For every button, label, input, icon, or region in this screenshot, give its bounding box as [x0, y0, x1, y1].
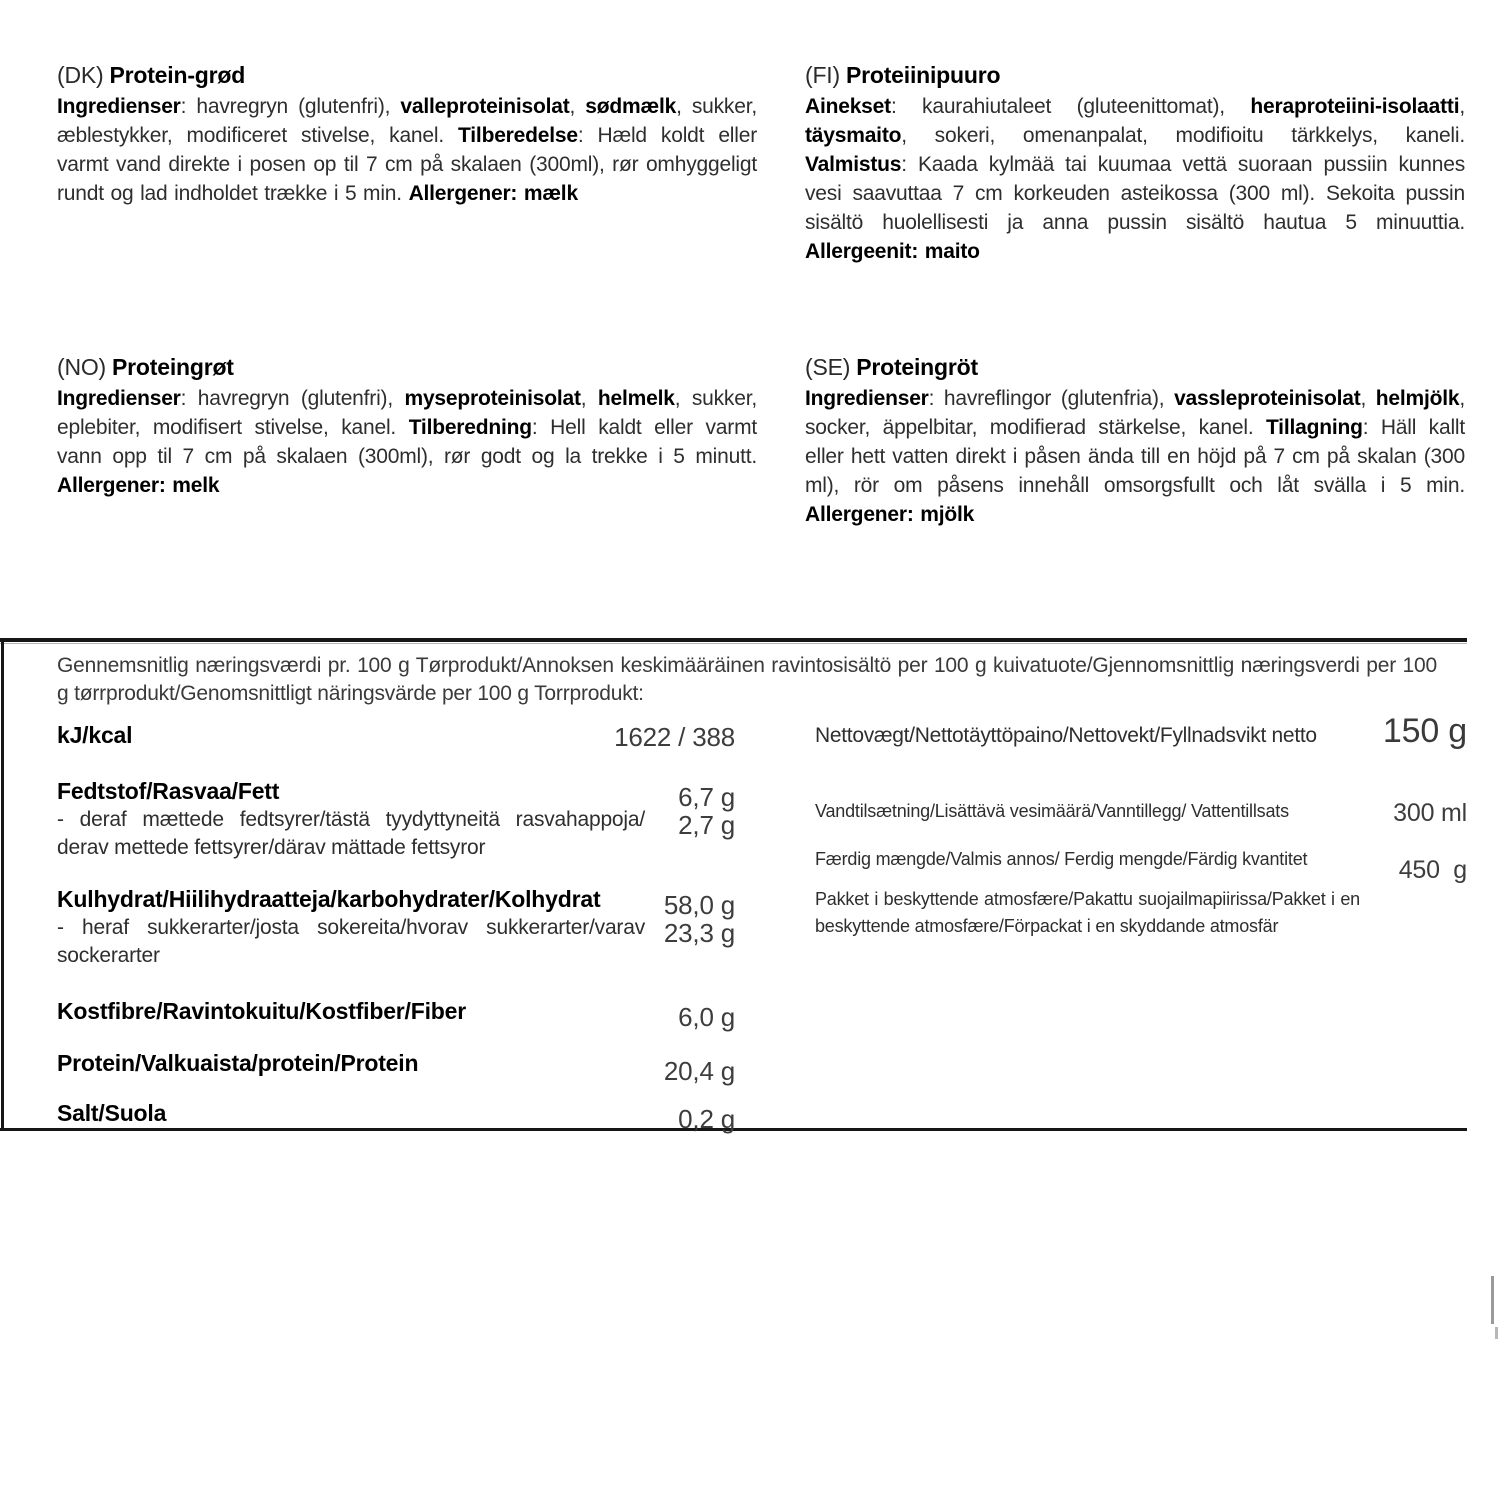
nutrition-label-salt: Salt/Suola	[57, 1100, 167, 1126]
product-block-dk	[57, 60, 757, 208]
lang-code-dk: (DK)	[57, 62, 104, 88]
product-text-no: Ingredienser: havregryn (glutenfri), myseproteinisolat, helmelk, sukker, eplebiter, modifisert stivelse, kanel. Tilberedning: Hell kaldt eller varmt vann opp til 7 cm på skalaen (300ml), rør godt og la trekke i 5 minutt. Allergener: melk	[57, 387, 757, 497]
nutrition-label-carbohydrate: Kulhydrat/Hiilihydraatteja/karbohydrater/Kolhydrat	[57, 886, 601, 912]
product-name-no: Proteingrøt	[112, 354, 234, 380]
nutrition-header: Gennemsnitlig næringsværdi pr. 100 g Tørprodukt/Annoksen keskimääräinen ravintosisältö per 100 g kuivatuote/Gjennomsnittlig næringsverdi per 100 g tørrprodukt/Genomsnittligt näringsvärde per 100 g Torrprodukt:	[57, 654, 1437, 705]
lang-code-se: (SE)	[805, 354, 851, 380]
product-name-fi: Proteiinipuuro	[845, 62, 1001, 88]
nutrition-label-energy: kJ/kcal	[57, 722, 133, 748]
package-label-water-addition: Vandtilsætning/Lisättävä vesimäärä/Vanntillegg/ Vattentillsats	[815, 801, 1289, 821]
nutrition-sublabel-saturated-fat: - deraf mættede fedtsyrer/tästä tyydyttyneitä rasvahappoja/ derav mettede fettsyrer/därav mättade fettsyror	[57, 808, 645, 859]
package-value-finished-quantity: 450 g	[1398, 856, 1467, 884]
nutrition-value-saturated-fat: 2,7 g	[678, 810, 735, 840]
nutrition-value-fat: 6,7 g	[678, 782, 735, 812]
lang-code-fi: (FI)	[805, 62, 840, 88]
product-text-se: Ingredienser: havreflingor (glutenfria), vassleproteinisolat, helmjölk, socker, äppelbitar, modifierad stärkelse, kanel. Tillagning: Häll kallt eller hett vatten direkt i påsen ända till en höjd på 7 cm på skalan (300 ml), rör om påsens innehåll omsorgsfullt och låt svälla i 5 min. Allergener: mjölk	[805, 387, 1466, 526]
product-name-dk: Protein-grød	[109, 62, 246, 88]
nutrition-value-energy: 1622 / 388	[614, 722, 735, 752]
product-block-fi	[805, 60, 1465, 266]
nutrition-value-fiber: 6,0 g	[678, 1002, 735, 1032]
product-title-dk	[57, 60, 757, 90]
table-top-rule-shadow	[0, 643, 1467, 644]
nutrition-value-sugars: 23,3 g	[663, 918, 735, 948]
product-title-no	[57, 352, 757, 382]
product-text-fi: Ainekset: kaurahiutaleet (gluteenittomat), heraproteiini-isolaatti, täysmaito, sokeri, omenanpalat, modifioitu tärkkelys, kaneli. Valmistus: Kaada kylmää tai kuumaa vettä suoraan pussiin kunnes vesi saavuttaa 7 cm korkeuden asteikossa (300 ml). Sekoita pussin sisältö huolellisesti ja anna pussin sisältö hautua 5 minuuttia. Allergeenit: maito	[805, 95, 1465, 263]
package-value-net-weight: 150 g	[1382, 712, 1467, 750]
package-label-protective-atmosphere: Pakket i beskyttende atmosfære/Pakattu suojailmapiirissa/Pakket i en beskyttende atmosfære/Förpackat i en skyddande atmosfär	[815, 889, 1360, 936]
table-left-rule	[1, 638, 4, 1131]
product-title-se	[805, 352, 1465, 382]
product-block-no	[57, 352, 757, 500]
nutrition-label-fiber: Kostfibre/Ravintokuitu/Kostfiber/Fiber	[57, 998, 466, 1024]
nutrition-sublabel-sugars: - heraf sukkerarter/josta sokereita/hvorav sukkerarter/varav sockerarter	[57, 916, 645, 967]
product-block-se	[805, 352, 1465, 529]
edge-tick-mark-small	[1495, 1327, 1498, 1339]
lang-code-no: (NO)	[57, 354, 107, 380]
product-title-fi	[805, 60, 1465, 90]
nutrition-value-protein: 20,4 g	[663, 1056, 735, 1086]
table-top-rule	[0, 638, 1467, 642]
nutrition-label-fat: Fedtstof/Rasvaa/Fett	[57, 778, 280, 804]
nutrition-value-carbohydrate: 58,0 g	[663, 890, 735, 920]
nutrition-label-protein: Protein/Valkuaista/protein/Protein	[57, 1050, 419, 1076]
package-label-finished-quantity: Færdig mængde/Valmis annos/ Ferdig mengde/Färdig kvantitet	[815, 849, 1308, 869]
product-text-dk: Ingredienser: havregryn (glutenfri), valleproteinisolat, sødmælk, sukker, æblestykker, modificeret stivelse, kanel. Tilberedelse: Hæld koldt eller varmt vand direkte i posen op til 7 cm på skalaen (300ml), rør omhyggeligt rundt og lad indholdet trække i 5 min. Allergener: mælk	[57, 95, 758, 205]
edge-tick-mark	[1491, 1276, 1494, 1324]
package-label-net-weight: Nettovægt/Nettotäyttöpaino/Nettovekt/Fyllnadsvikt netto	[815, 724, 1317, 747]
product-name-se: Proteingröt	[856, 354, 978, 380]
package-value-water-addition: 300 ml	[1393, 799, 1467, 827]
nutrition-value-salt: 0,2 g	[678, 1104, 735, 1134]
